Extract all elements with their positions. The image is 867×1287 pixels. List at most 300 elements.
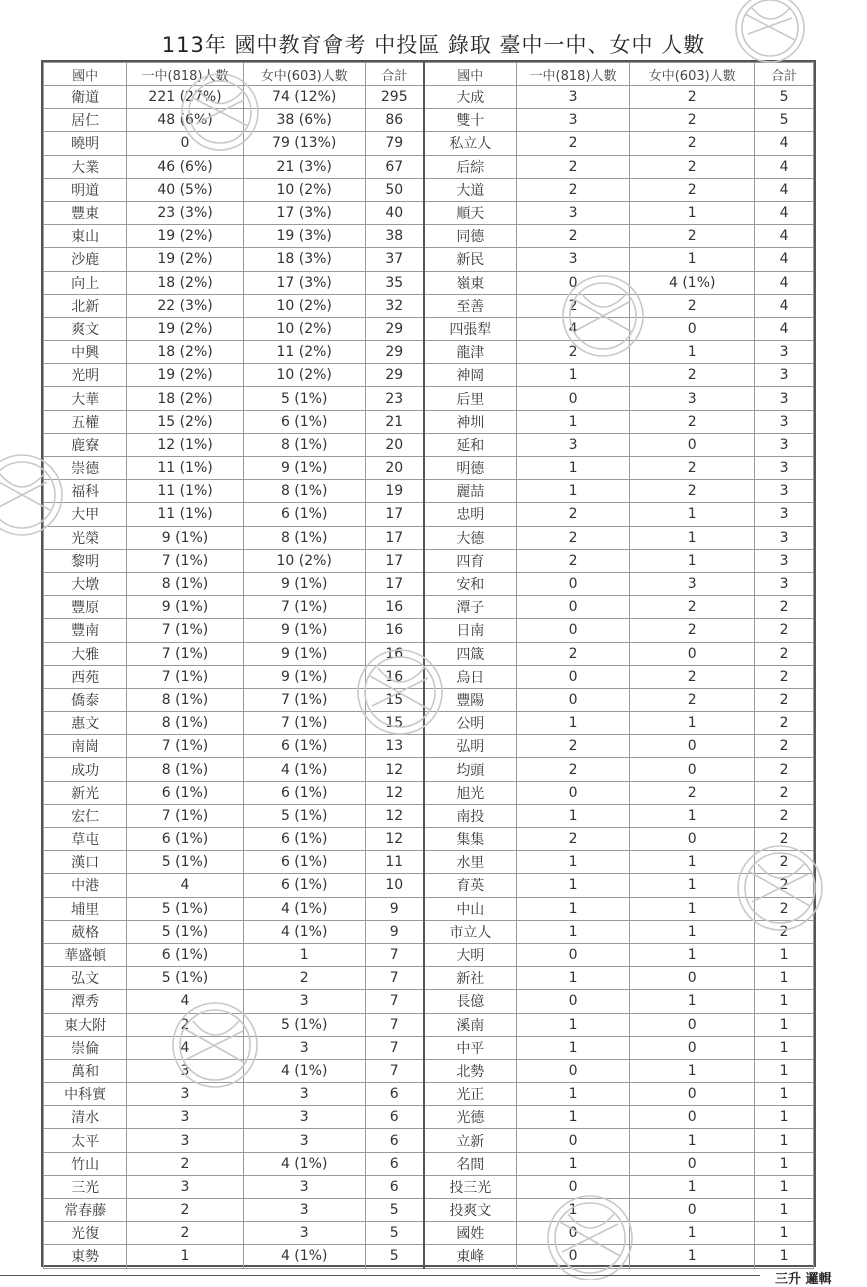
school-name: 大道 xyxy=(424,178,516,201)
tcfsh-count: 1 xyxy=(516,712,630,735)
tcfsh-count: 5 (1%) xyxy=(127,897,244,920)
tcgs-count: 3 xyxy=(243,1129,365,1152)
total-count: 3 xyxy=(755,341,814,364)
tcfsh-count: 2 xyxy=(127,1152,244,1175)
school-name: 投三光 xyxy=(424,1175,516,1198)
total-count: 2 xyxy=(755,619,814,642)
school-name: 嶺東 xyxy=(424,271,516,294)
total-count: 2 xyxy=(755,596,814,619)
total-count: 4 xyxy=(755,201,814,224)
total-count: 1 xyxy=(755,1083,814,1106)
tcfsh-count: 2 xyxy=(516,758,630,781)
table-row xyxy=(44,526,814,549)
school-name: 太平 xyxy=(44,1129,127,1152)
total-count: 12 xyxy=(365,804,424,827)
school-name: 明德 xyxy=(424,457,516,480)
tcfsh-count: 0 xyxy=(516,1222,630,1245)
table-row xyxy=(44,1013,814,1036)
school-name: 安和 xyxy=(424,572,516,595)
total-count: 6 xyxy=(365,1152,424,1175)
total-count: 50 xyxy=(365,178,424,201)
tcfsh-count: 0 xyxy=(516,572,630,595)
school-name: 大業 xyxy=(44,155,127,178)
tcfsh-count: 9 (1%) xyxy=(127,526,244,549)
school-name: 鹿寮 xyxy=(44,433,127,456)
total-count: 3 xyxy=(755,526,814,549)
tcgs-count: 0 xyxy=(630,1036,755,1059)
school-name: 豐原 xyxy=(44,596,127,619)
tcfsh-count: 0 xyxy=(127,132,244,155)
table-row xyxy=(44,1152,814,1175)
total-count: 6 xyxy=(365,1129,424,1152)
total-count: 20 xyxy=(365,457,424,480)
total-count: 17 xyxy=(365,503,424,526)
header-school: 國中 xyxy=(424,63,516,86)
table-row xyxy=(44,1059,814,1082)
tcgs-count: 4 (1%) xyxy=(630,271,755,294)
tcgs-count: 1 xyxy=(630,874,755,897)
tcgs-count: 6 (1%) xyxy=(243,828,365,851)
total-count: 15 xyxy=(365,688,424,711)
school-name: 葳格 xyxy=(44,920,127,943)
school-name: 福科 xyxy=(44,480,127,503)
header-total: 合計 xyxy=(365,63,424,86)
school-name: 南崗 xyxy=(44,735,127,758)
table-row xyxy=(44,387,814,410)
tcgs-count: 1 xyxy=(630,503,755,526)
tcgs-count: 1 xyxy=(630,1175,755,1198)
school-name: 神岡 xyxy=(424,364,516,387)
tcfsh-count: 3 xyxy=(516,109,630,132)
tcgs-count: 17 (3%) xyxy=(243,201,365,224)
school-name: 惠文 xyxy=(44,712,127,735)
table-row xyxy=(44,781,814,804)
school-name: 烏日 xyxy=(424,665,516,688)
tcgs-count: 3 xyxy=(243,1036,365,1059)
table-row xyxy=(44,851,814,874)
tcfsh-count: 1 xyxy=(127,1245,244,1268)
school-name: 草屯 xyxy=(44,828,127,851)
tcfsh-count: 11 (1%) xyxy=(127,503,244,526)
tcgs-count: 0 xyxy=(630,828,755,851)
tcfsh-count: 23 (3%) xyxy=(127,201,244,224)
tcfsh-count: 5 (1%) xyxy=(127,851,244,874)
table-row xyxy=(44,1199,814,1222)
tcfsh-count: 2 xyxy=(127,1222,244,1245)
total-count: 19 xyxy=(365,480,424,503)
table-row xyxy=(44,155,814,178)
school-name: 名間 xyxy=(424,1152,516,1175)
tcfsh-count: 6 (1%) xyxy=(127,781,244,804)
total-count: 10 xyxy=(365,874,424,897)
school-name: 向上 xyxy=(44,271,127,294)
school-name: 衛道 xyxy=(44,86,127,109)
total-count: 5 xyxy=(365,1199,424,1222)
tcfsh-count: 2 xyxy=(516,294,630,317)
tcgs-count: 5 (1%) xyxy=(243,1013,365,1036)
tcgs-count: 10 (2%) xyxy=(243,549,365,572)
total-count: 16 xyxy=(365,619,424,642)
header-row xyxy=(44,63,814,86)
total-count: 86 xyxy=(365,109,424,132)
table-row xyxy=(44,433,814,456)
school-name: 黎明 xyxy=(44,549,127,572)
tcgs-count: 4 (1%) xyxy=(243,920,365,943)
tcfsh-count: 0 xyxy=(516,619,630,642)
tcgs-count: 4 (1%) xyxy=(243,1245,365,1268)
tcfsh-count: 7 (1%) xyxy=(127,619,244,642)
total-count: 9 xyxy=(365,920,424,943)
total-count: 1 xyxy=(755,1036,814,1059)
tcgs-count: 8 (1%) xyxy=(243,526,365,549)
tcfsh-count: 0 xyxy=(516,1129,630,1152)
tcfsh-count: 11 (1%) xyxy=(127,457,244,480)
tcgs-count: 0 xyxy=(630,1013,755,1036)
tcgs-count: 10 (2%) xyxy=(243,178,365,201)
tcfsh-count: 18 (2%) xyxy=(127,341,244,364)
total-count: 4 xyxy=(755,225,814,248)
total-count: 12 xyxy=(365,758,424,781)
total-count: 11 xyxy=(365,851,424,874)
tcfsh-count: 19 (2%) xyxy=(127,248,244,271)
school-name: 水里 xyxy=(424,851,516,874)
tcgs-count: 2 xyxy=(630,457,755,480)
tcfsh-count: 3 xyxy=(127,1106,244,1129)
table-row xyxy=(44,457,814,480)
tcgs-count: 1 xyxy=(243,943,365,966)
table-row xyxy=(44,503,814,526)
school-name: 長億 xyxy=(424,990,516,1013)
tcfsh-count: 1 xyxy=(516,1152,630,1175)
tcfsh-count: 9 (1%) xyxy=(127,596,244,619)
total-count: 2 xyxy=(755,712,814,735)
school-name: 潭秀 xyxy=(44,990,127,1013)
tcgs-count: 3 xyxy=(630,572,755,595)
tcgs-count: 6 (1%) xyxy=(243,735,365,758)
total-count: 2 xyxy=(755,781,814,804)
tcfsh-count: 15 (2%) xyxy=(127,410,244,433)
header-tcgs-count: 女中(603)人數 xyxy=(630,63,755,86)
school-name: 大雅 xyxy=(44,642,127,665)
school-name: 漢口 xyxy=(44,851,127,874)
school-name: 北新 xyxy=(44,294,127,317)
school-name: 四張犁 xyxy=(424,317,516,340)
total-count: 20 xyxy=(365,433,424,456)
tcfsh-count: 5 (1%) xyxy=(127,967,244,990)
tcgs-count: 2 xyxy=(630,225,755,248)
total-count: 37 xyxy=(365,248,424,271)
tcfsh-count: 19 (2%) xyxy=(127,364,244,387)
total-count: 12 xyxy=(365,828,424,851)
admissions-table xyxy=(41,60,816,1267)
school-name: 大華 xyxy=(44,387,127,410)
tcfsh-count: 1 xyxy=(516,1013,630,1036)
total-count: 13 xyxy=(365,735,424,758)
total-count: 29 xyxy=(365,341,424,364)
school-name: 均頭 xyxy=(424,758,516,781)
table-row xyxy=(44,943,814,966)
table-row xyxy=(44,248,814,271)
school-name: 曉明 xyxy=(44,132,127,155)
tcfsh-count: 1 xyxy=(516,804,630,827)
tcgs-count: 74 (12%) xyxy=(243,86,365,109)
total-count: 2 xyxy=(755,874,814,897)
tcfsh-count: 7 (1%) xyxy=(127,735,244,758)
tcgs-count: 1 xyxy=(630,549,755,572)
table-row xyxy=(44,572,814,595)
tcgs-count: 2 xyxy=(630,619,755,642)
tcfsh-count: 2 xyxy=(516,828,630,851)
tcgs-count: 4 (1%) xyxy=(243,758,365,781)
school-name: 新光 xyxy=(44,781,127,804)
table-row xyxy=(44,364,814,387)
tcfsh-count: 4 xyxy=(127,1036,244,1059)
school-name: 崇德 xyxy=(44,457,127,480)
school-name: 旭光 xyxy=(424,781,516,804)
table-row xyxy=(44,1129,814,1152)
total-count: 29 xyxy=(365,364,424,387)
school-name: 后綜 xyxy=(424,155,516,178)
school-name: 大明 xyxy=(424,943,516,966)
total-count: 3 xyxy=(755,503,814,526)
total-count: 35 xyxy=(365,271,424,294)
tcgs-count: 2 xyxy=(630,688,755,711)
tcgs-count: 0 xyxy=(630,317,755,340)
total-count: 1 xyxy=(755,1245,814,1268)
tcgs-count: 2 xyxy=(630,155,755,178)
school-name: 大墩 xyxy=(44,572,127,595)
tcgs-count: 9 (1%) xyxy=(243,642,365,665)
school-name: 同德 xyxy=(424,225,516,248)
tcgs-count: 0 xyxy=(630,433,755,456)
table-row xyxy=(44,920,814,943)
tcgs-count: 3 xyxy=(243,1222,365,1245)
table-row xyxy=(44,758,814,781)
total-count: 21 xyxy=(365,410,424,433)
tcgs-count: 2 xyxy=(630,781,755,804)
table-row xyxy=(44,294,814,317)
table-row xyxy=(44,990,814,1013)
total-count: 3 xyxy=(755,410,814,433)
tcfsh-count: 8 (1%) xyxy=(127,572,244,595)
tcgs-count: 2 xyxy=(630,86,755,109)
total-count: 1 xyxy=(755,1175,814,1198)
school-name: 僑泰 xyxy=(44,688,127,711)
tcgs-count: 1 xyxy=(630,990,755,1013)
tcgs-count: 2 xyxy=(630,410,755,433)
school-name: 東峰 xyxy=(424,1245,516,1268)
table-row xyxy=(44,1222,814,1245)
tcfsh-count: 0 xyxy=(516,688,630,711)
tcgs-count: 2 xyxy=(630,665,755,688)
tcgs-count: 6 (1%) xyxy=(243,851,365,874)
school-name: 光明 xyxy=(44,364,127,387)
tcfsh-count: 5 (1%) xyxy=(127,920,244,943)
tcgs-count: 1 xyxy=(630,712,755,735)
school-name: 居仁 xyxy=(44,109,127,132)
tcgs-count: 3 xyxy=(243,990,365,1013)
total-count: 12 xyxy=(365,781,424,804)
total-count: 67 xyxy=(365,155,424,178)
table-row xyxy=(44,132,814,155)
school-name: 中港 xyxy=(44,874,127,897)
school-name: 中興 xyxy=(44,341,127,364)
tcgs-count: 1 xyxy=(630,526,755,549)
table-row xyxy=(44,1106,814,1129)
total-count: 79 xyxy=(365,132,424,155)
tcfsh-count: 0 xyxy=(516,990,630,1013)
total-count: 29 xyxy=(365,317,424,340)
total-count: 2 xyxy=(755,642,814,665)
total-count: 4 xyxy=(755,271,814,294)
table-row xyxy=(44,341,814,364)
school-name: 雙十 xyxy=(424,109,516,132)
tcgs-count: 4 (1%) xyxy=(243,1059,365,1082)
total-count: 1 xyxy=(755,1152,814,1175)
header-school: 國中 xyxy=(44,63,127,86)
total-count: 9 xyxy=(365,897,424,920)
tcgs-count: 2 xyxy=(630,132,755,155)
tcgs-count: 5 (1%) xyxy=(243,387,365,410)
tcgs-count: 0 xyxy=(630,1152,755,1175)
tcfsh-count: 7 (1%) xyxy=(127,642,244,665)
table-row xyxy=(44,712,814,735)
tcfsh-count: 18 (2%) xyxy=(127,271,244,294)
tcgs-count: 1 xyxy=(630,1129,755,1152)
total-count: 1 xyxy=(755,1013,814,1036)
tcfsh-count: 2 xyxy=(516,526,630,549)
tcgs-count: 1 xyxy=(630,920,755,943)
tcfsh-count: 1 xyxy=(516,457,630,480)
table-row xyxy=(44,665,814,688)
school-name: 爽文 xyxy=(44,317,127,340)
tcgs-count: 9 (1%) xyxy=(243,457,365,480)
page-title: 113年 國中教育會考 中投區 錄取 臺中一中、女中 人數 xyxy=(161,33,706,57)
tcgs-count: 9 (1%) xyxy=(243,619,365,642)
tcfsh-count: 4 xyxy=(516,317,630,340)
tcgs-count: 1 xyxy=(630,201,755,224)
table-row xyxy=(44,642,814,665)
total-count: 40 xyxy=(365,201,424,224)
school-name: 至善 xyxy=(424,294,516,317)
school-name: 麗喆 xyxy=(424,480,516,503)
school-name: 東勢 xyxy=(44,1245,127,1268)
total-count: 2 xyxy=(755,688,814,711)
tcfsh-count: 2 xyxy=(516,549,630,572)
table-row xyxy=(44,178,814,201)
school-name: 崇倫 xyxy=(44,1036,127,1059)
tcfsh-count: 1 xyxy=(516,1083,630,1106)
tcgs-count: 3 xyxy=(243,1083,365,1106)
school-name: 集集 xyxy=(424,828,516,851)
school-name: 豐南 xyxy=(44,619,127,642)
total-count: 1 xyxy=(755,1199,814,1222)
school-name: 大甲 xyxy=(44,503,127,526)
tcfsh-count: 1 xyxy=(516,1036,630,1059)
tcgs-count: 19 (3%) xyxy=(243,225,365,248)
school-name: 中山 xyxy=(424,897,516,920)
tcfsh-count: 1 xyxy=(516,1106,630,1129)
total-count: 1 xyxy=(755,1106,814,1129)
total-count: 1 xyxy=(755,967,814,990)
header-tcfsh-count: 一中(818)人數 xyxy=(516,63,630,86)
school-name: 萬和 xyxy=(44,1059,127,1082)
school-name: 埔里 xyxy=(44,897,127,920)
table-row xyxy=(44,1036,814,1059)
tcfsh-count: 40 (5%) xyxy=(127,178,244,201)
tcfsh-count: 0 xyxy=(516,781,630,804)
total-count: 3 xyxy=(755,572,814,595)
school-name: 私立人 xyxy=(424,132,516,155)
school-name: 明道 xyxy=(44,178,127,201)
tcfsh-count: 46 (6%) xyxy=(127,155,244,178)
school-name: 弘明 xyxy=(424,735,516,758)
tcgs-count: 1 xyxy=(630,1245,755,1268)
tcgs-count: 1 xyxy=(630,897,755,920)
header-total: 合計 xyxy=(755,63,814,86)
total-count: 6 xyxy=(365,1083,424,1106)
tcfsh-count: 18 (2%) xyxy=(127,387,244,410)
total-count: 2 xyxy=(755,758,814,781)
tcgs-count: 3 xyxy=(243,1199,365,1222)
tcgs-count: 2 xyxy=(630,294,755,317)
tcfsh-count: 2 xyxy=(516,341,630,364)
tcgs-count: 3 xyxy=(630,387,755,410)
total-count: 23 xyxy=(365,387,424,410)
tcfsh-count: 1 xyxy=(516,967,630,990)
tcfsh-count: 2 xyxy=(127,1013,244,1036)
school-name: 東山 xyxy=(44,225,127,248)
school-name: 新社 xyxy=(424,967,516,990)
footer-text: 三升 邏輯 xyxy=(775,1272,832,1287)
total-count: 7 xyxy=(365,1059,424,1082)
tcfsh-count: 1 xyxy=(516,897,630,920)
school-name: 溪南 xyxy=(424,1013,516,1036)
total-count: 295 xyxy=(365,86,424,109)
tcfsh-count: 3 xyxy=(127,1059,244,1082)
tcfsh-count: 7 (1%) xyxy=(127,804,244,827)
table-row xyxy=(44,109,814,132)
table-row xyxy=(44,804,814,827)
table-row xyxy=(44,874,814,897)
table-row xyxy=(44,86,814,109)
total-count: 3 xyxy=(755,457,814,480)
tcfsh-count: 48 (6%) xyxy=(127,109,244,132)
tcgs-count: 9 (1%) xyxy=(243,572,365,595)
school-name: 南投 xyxy=(424,804,516,827)
total-count: 2 xyxy=(755,851,814,874)
tcfsh-count: 3 xyxy=(127,1129,244,1152)
tcgs-count: 18 (3%) xyxy=(243,248,365,271)
tcfsh-count: 8 (1%) xyxy=(127,712,244,735)
tcgs-count: 10 (2%) xyxy=(243,364,365,387)
tcfsh-count: 7 (1%) xyxy=(127,549,244,572)
school-name: 豐東 xyxy=(44,201,127,224)
school-name: 中平 xyxy=(424,1036,516,1059)
tcgs-count: 1 xyxy=(630,248,755,271)
tcfsh-count: 2 xyxy=(516,503,630,526)
total-count: 1 xyxy=(755,1129,814,1152)
tcgs-count: 1 xyxy=(630,851,755,874)
table-row xyxy=(44,828,814,851)
total-count: 15 xyxy=(365,712,424,735)
table-row xyxy=(44,897,814,920)
tcgs-count: 17 (3%) xyxy=(243,271,365,294)
tcfsh-count: 2 xyxy=(516,178,630,201)
tcfsh-count: 8 (1%) xyxy=(127,688,244,711)
total-count: 2 xyxy=(755,897,814,920)
tcgs-count: 8 (1%) xyxy=(243,480,365,503)
